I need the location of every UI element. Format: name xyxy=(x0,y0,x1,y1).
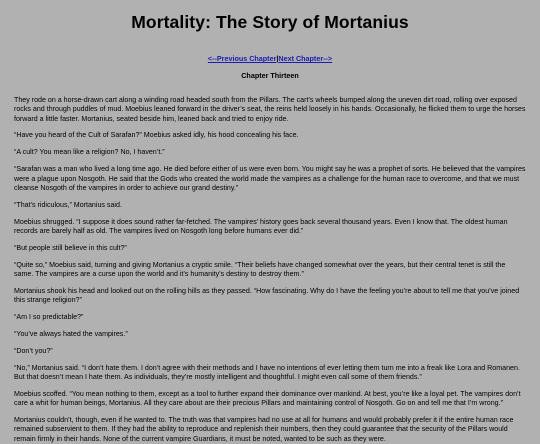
story-paragraph: “Have you heard of the Cult of Sarafan?” Moebius asked idly, his hood concealing his face. xyxy=(14,131,299,140)
story-paragraph: Moebius scoffed. “You mean nothing to them, except as a tool to further expand their dominance over mankind. At best, you’re like a loyal pet. The vampires don’t care a whit for human beings, Mortanius. All they care about are their precious Pillars and maintaining control of Nosgoth. Go on and tell me that I’m wrong.” xyxy=(14,389,521,408)
story-paragraph: Mortanius shook his head and looked out on the rolling hills as they passed. “How fascinating. Why do I have the feeling you’re about to tell me that you’ve joined this strange religion?” xyxy=(14,286,520,305)
story-paragraph: “Don’t you?” xyxy=(14,346,53,355)
story-paragraph: They rode on a horse-drawn cart along a winding road headed south from the Pillars. The cart’s wheels bumped along the uneven dirt road, rolling over exposed rocks and through puddles of mud. Moebius leaned forward in the driver’s seat, the reins held loosely in his hands. Occasionally, he flicked them to urge the horses forward a little faster. Mortanius, seated beside him, leaned back and tried to enjoy ride. xyxy=(14,96,526,123)
nav-separator: | xyxy=(276,54,279,63)
page-title: Mortality: The Story of Mortanius xyxy=(131,12,409,32)
story-paragraph: “No,” Mortanius said. “I don’t hate them. I don’t agree with their methods and I have no intentions of ever letting them turn me into a freak like Lora and Romanen. But that doesn’t mean I hate them. As individuals, they’re mostly intelligent and thoughtful. I might even call some of them friends.” xyxy=(14,363,520,382)
chapter-nav xyxy=(14,54,526,63)
story-paragraph: “A cult? You mean like a religion? No, I haven’t.” xyxy=(14,148,165,157)
story-text xyxy=(14,96,526,444)
previous-chapter-link[interactable]: <--Previous Chapter xyxy=(207,54,277,63)
story-paragraph: Moebius shrugged. “I suppose it does sound rather far-fetched. The vampires’ history goes back several thousand years. Even I know that. The oldest human records are barely half as old. The vampires lived on Nosgoth long before humans ever did.” xyxy=(14,217,508,235)
story-paragraph: “But people still believe in this cult?” xyxy=(14,243,127,252)
story-paragraph: “That’s ridiculous,” Mortanius said. xyxy=(14,200,122,209)
chapter-heading: Chapter Thirteen xyxy=(241,71,299,80)
story-paragraph: “Sarafan was a man who lived a long time ago. He died before either of us were even born. You might say he was a prophet of sorts. He believed that the vampires were a plague upon Nosgoth. He said that the Gods who created the world made the vampires as a challenge for the human race to overcome, and that we must cleanse Nosgoth of the vampires in order to achieve our grand destiny.” xyxy=(14,165,526,192)
story-paragraph: “You’ve always hated the vampires.” xyxy=(14,329,128,338)
story-paragraph: “Am I so predictable?” xyxy=(14,313,84,322)
next-chapter-link[interactable]: Next Chapter--> xyxy=(278,54,333,63)
story-paragraph: “Quite so,” Moebius said, turning and giving Mortanius a cryptic smile. “Their beliefs have changed somewhat over the years, but their central tenet is still the same. The vampires are a curse upon the world and it’s humanity’s destiny to destroy them.” xyxy=(14,260,506,279)
story-paragraph: Mortanius couldn’t, though, even if he wanted to. The truth was that vampires had no use at all for humans and would probably prefer it if the entire human race remained subservient to them. If they had the ability to reproduce and replenish their numbers, then they could guarantee that the security of the Pillars would remain firmly in their hands. None of the current vampire Guardians, it must be noted, wanted to be such as they were. xyxy=(14,416,514,443)
